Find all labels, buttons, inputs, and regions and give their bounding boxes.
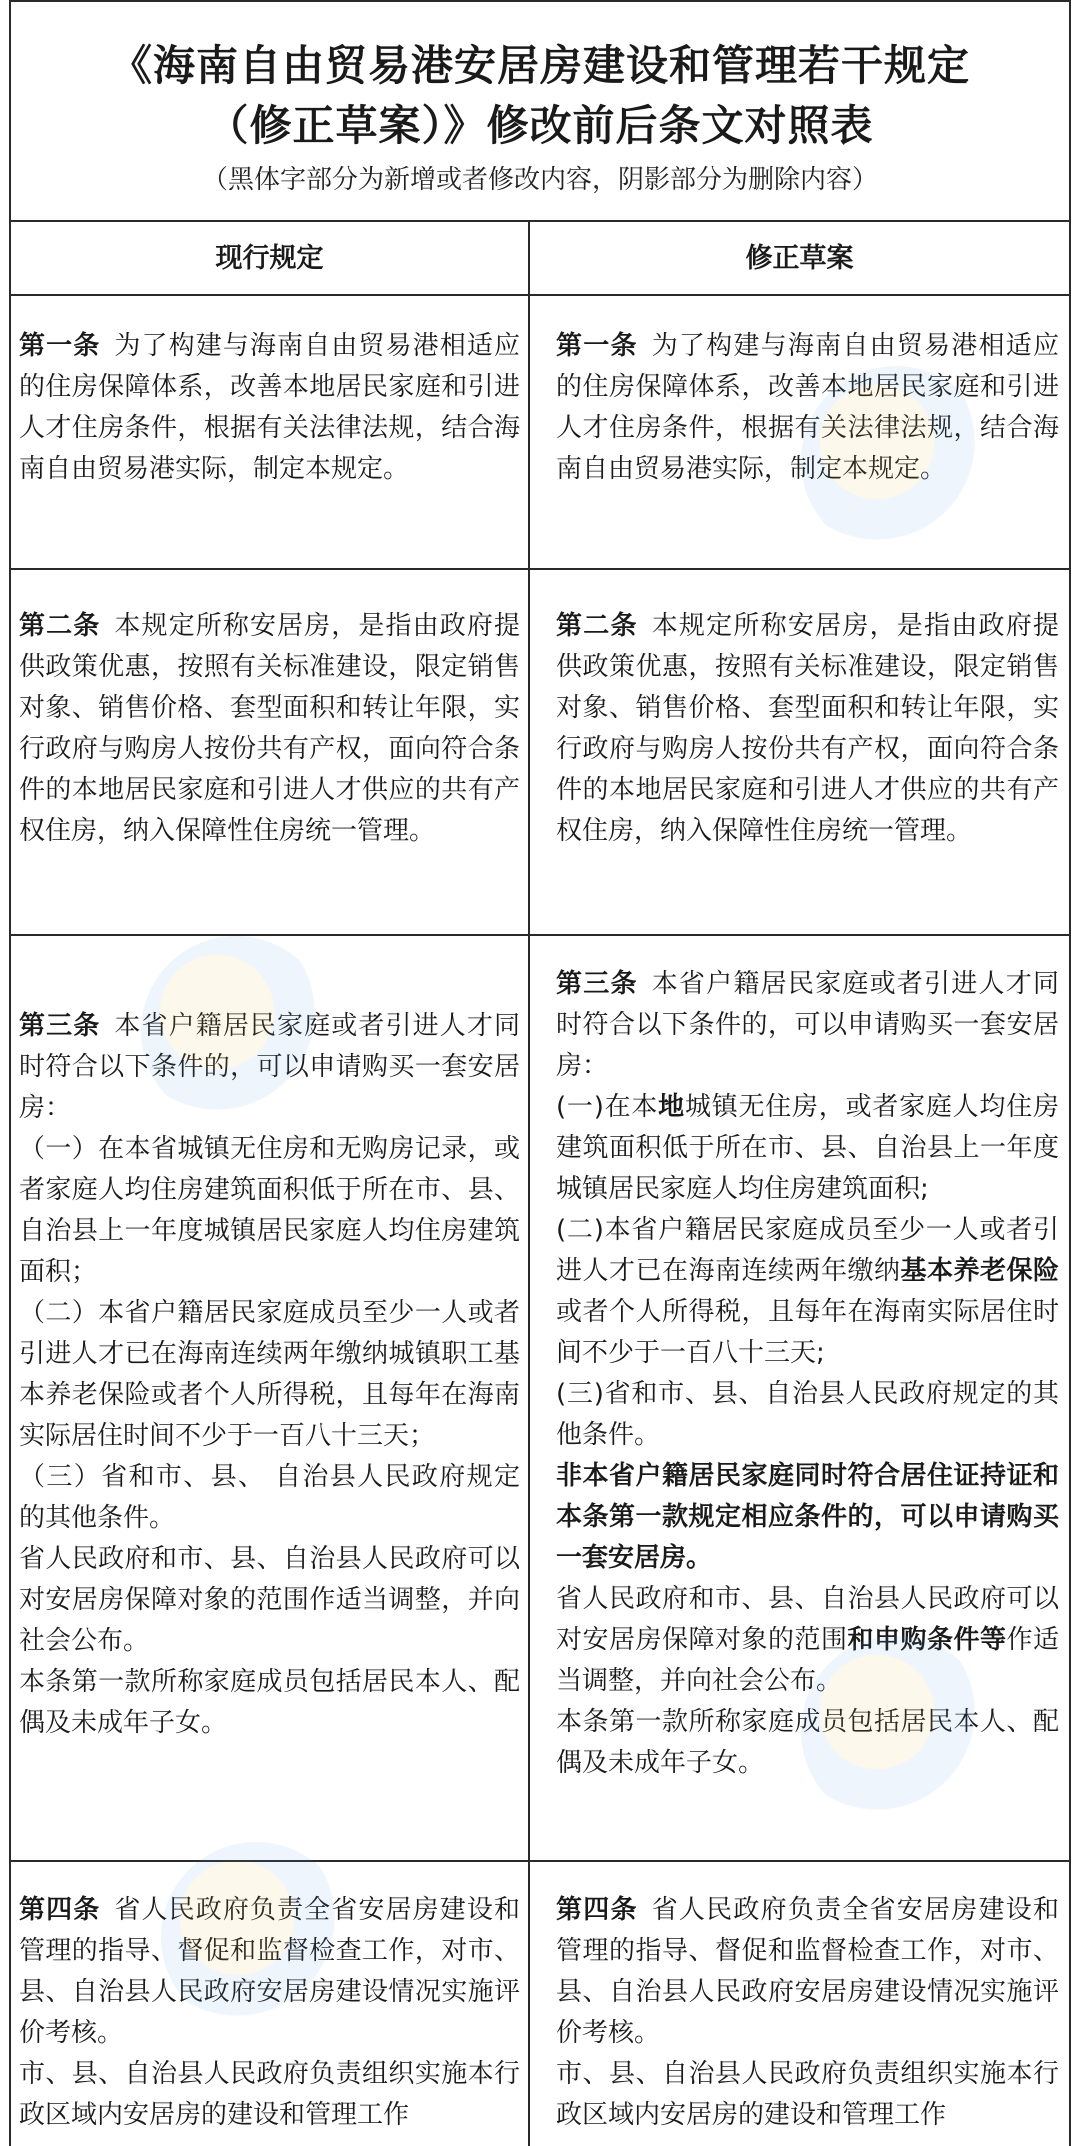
document-title (11, 36, 1069, 156)
article-number: 第一条 (19, 331, 101, 361)
current-cell (11, 296, 530, 568)
paragraph (556, 326, 1059, 490)
draft-cell (530, 1862, 1069, 2146)
article-number: 第四条 (19, 1895, 101, 1925)
paragraph (19, 1006, 520, 1129)
paragraph: 省人民政府和市、县、自治县人民政府可以对安居房保障对象的范围作适当调整，并向社会公布。 (19, 1544, 520, 1656)
paragraph: 市、县、自治县人民政府负责组织实施本行政区域内安居房的建设和管理工作 (556, 2059, 1059, 2130)
article-text: 省人民政府负责全省安居房建设和管理的指导、督促和监督检查工作，对市、县、自治县人民政府安居房建设情况实施评价考核。 (556, 1895, 1059, 2048)
amended-text: 基本养老保险 (900, 1256, 1059, 1286)
comparison-document (9, 0, 1071, 2146)
article-text: 本省户籍居民家庭或者引进人才同时符合以下条件的，可以申请购买一套安居房： (556, 969, 1059, 1081)
paragraph: 本条第一款所称家庭成员包括居民本人、配偶及未成年子女。 (556, 1707, 1059, 1778)
article-text: 省人民政府负责全省安居房建设和管理的指导、督促和监督检查工作，对市、县、自治县人民政府安居房建设情况实施评价考核。 (19, 1895, 520, 2048)
article-text: 为了构建与海南自由贸易港相适应的住房保障体系，改善本地居民家庭和引进人才住房条件，根据有关法律法规，结合海南自由贸易港实际，制定本规定。 (19, 331, 520, 484)
article-text: 本规定所称安居房，是指由政府提供政策优惠，按照有关标准建设，限定销售对象、销售价格、套型面积和转让年限，实行政府与购房人按份共有产权，面向符合条件的本地居民家庭和引进人才供应的共有产权住房，纳入保障性住房统一管理。 (556, 611, 1059, 846)
title-line-1: 《海南自由贸易港安居房建设和管理若干规定 (109, 41, 970, 90)
paragraph (556, 606, 1059, 852)
article-text: 为了构建与海南自由贸易港相适应的住房保障体系，改善本地居民家庭和引进人才住房条件，根据有关法律法规，结合海南自由贸易港实际，制定本规定。 (556, 331, 1059, 484)
paragraph: 本条第一款所称家庭成员包括居民本人、配偶及未成年子女。 (19, 1667, 520, 1738)
document-subtitle: （黑体字部分为新增或者修改内容，阴影部分为删除内容） (201, 165, 878, 195)
paragraph (19, 606, 520, 852)
article-text: 本省户籍居民家庭或者引进人才同时符合以下条件的，可以申请购买一套安居房： (19, 1011, 520, 1123)
paragraph (19, 326, 520, 490)
table-row-article-2 (11, 570, 1069, 936)
article-number: 第三条 (556, 969, 638, 999)
paragraph: 省人民政府和市、县、自治县人民政府可以对安居房保障对象的范围和申购条件等作适当调整，并向社会公布。 (556, 1584, 1059, 1696)
current-cell (11, 936, 530, 1860)
article-number: 第二条 (19, 611, 101, 641)
paragraph: （三）省和市、县、 自治县人民政府规定的其他条件。 (19, 1462, 520, 1533)
article-number: 第四条 (556, 1895, 638, 1925)
article-number: 第一条 (556, 331, 638, 361)
paragraph: 市、县、自治县人民政府负责组织实施本行政区域内安居房的建设和管理工作 (19, 2059, 520, 2130)
current-cell (11, 1862, 530, 2146)
amended-text: 和申购条件等 (847, 1625, 1007, 1655)
amended-text: 地 (658, 1092, 685, 1122)
article-number: 第二条 (556, 611, 638, 641)
paragraph (19, 1890, 520, 2054)
table-row-article-4 (11, 1862, 1069, 2146)
table-row-article-3 (11, 936, 1069, 1862)
article-text: 本规定所称安居房，是指由政府提供政策优惠，按照有关标准建设，限定销售对象、销售价格、套型面积和转让年限，实行政府与购房人按份共有产权，面向符合条件的本地居民家庭和引进人才供应的共有产权住房，纳入保障性住房统一管理。 (19, 611, 520, 846)
draft-cell (530, 570, 1069, 934)
paragraph (556, 1456, 1059, 1579)
paragraph: (一)在本地城镇无住房，或者家庭人均住房建筑面积低于所在市、县、自治县上一年度城镇居民家庭人均住房建筑面积; (556, 1092, 1059, 1204)
paragraph: (三)省和市、县、自治县人民政府规定的其他条件。 (556, 1379, 1059, 1450)
table-row-article-1 (11, 296, 1069, 570)
paragraph (556, 964, 1059, 1087)
title-line-2: （修正草案）》修改前后条文对照表 (206, 101, 874, 150)
column-header-current: 现行规定 (11, 222, 530, 296)
draft-cell (530, 296, 1069, 568)
draft-cell (530, 936, 1069, 1860)
current-cell (11, 570, 530, 934)
column-header-draft: 修正草案 (530, 222, 1069, 296)
paragraph: （二）本省户籍居民家庭成员至少一人或者引进人才已在海南连续两年缴纳城镇职工基本养老保险或者个人所得税，且每年在海南实际居住时间不少于一百八十三天； (19, 1298, 520, 1451)
article-number: 第三条 (19, 1011, 101, 1041)
paragraph: (二)本省户籍居民家庭成员至少一人或者引进人才已在海南连续两年缴纳基本养老保险或者个人所得税，且每年在海南实际居住时间不少于一百八十三天; (556, 1215, 1059, 1368)
paragraph (556, 1890, 1059, 2054)
amended-text: 非本省户籍居民家庭同时符合居住证持证和本条第一款规定相应条件的，可以申请购买一套安居房。 (556, 1461, 1059, 1573)
document-header (11, 0, 1069, 222)
paragraph: （一）在本省城镇无住房和无购房记录，或者家庭人均住房建筑面积低于所在市、县、自治县上一年度城镇居民家庭人均住房建筑 面积； (19, 1134, 520, 1287)
